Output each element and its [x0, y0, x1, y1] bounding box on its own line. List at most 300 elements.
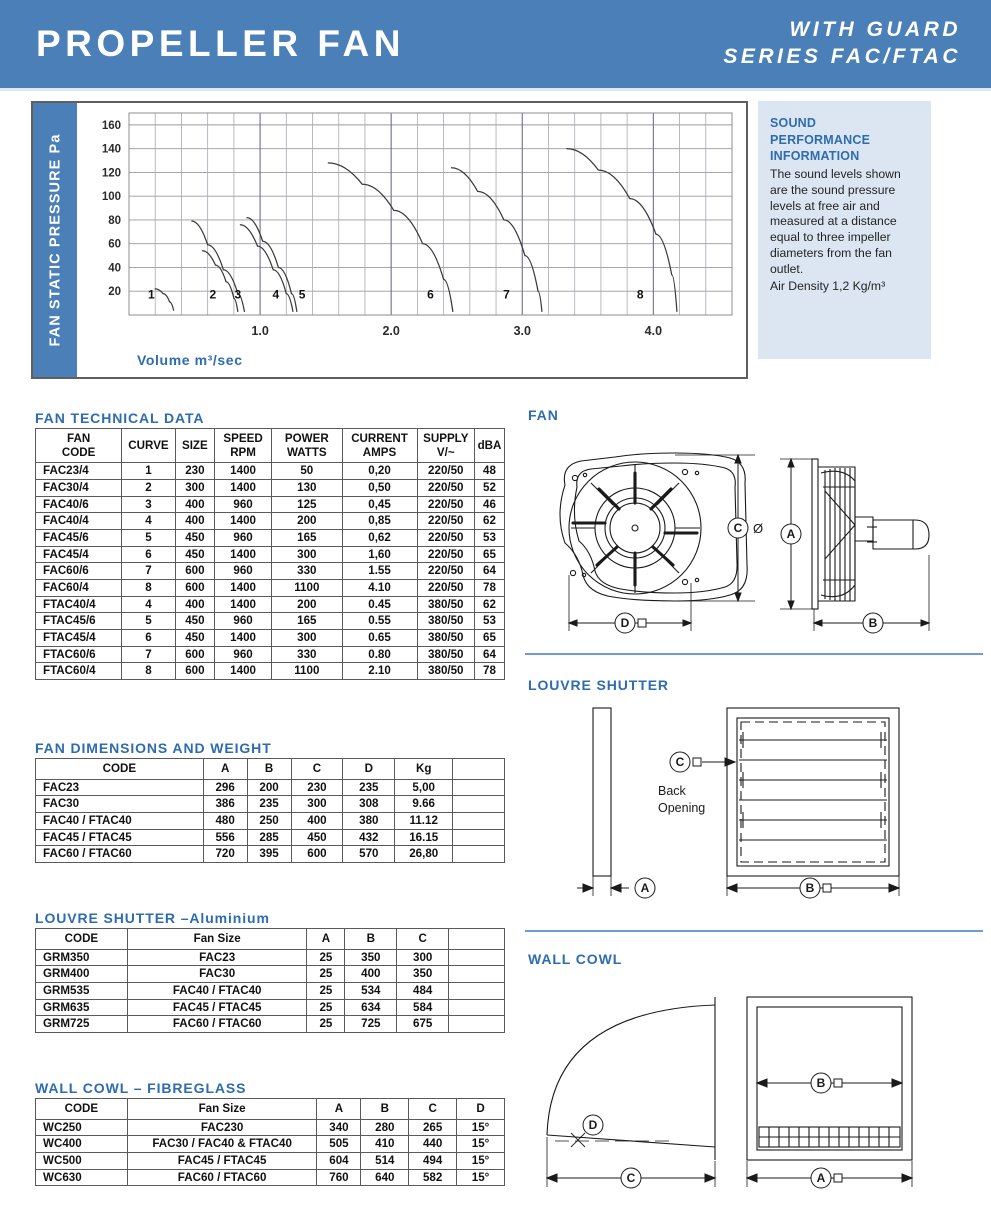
fan-dim-d-label: D — [620, 616, 630, 630]
table-cell: 52 — [475, 480, 505, 497]
table-cell — [453, 813, 505, 830]
table-cell: 25 — [307, 1016, 345, 1033]
table-cell — [449, 983, 505, 1000]
chart-svg — [77, 103, 746, 377]
louvre-opening-label: Opening — [658, 801, 706, 815]
table-cell: 125 — [272, 496, 342, 513]
table-cell: 340 — [317, 1119, 361, 1136]
column-header: B — [247, 759, 291, 780]
table-cell: GRM400 — [36, 966, 128, 983]
table-cell: FAC60 / FTAC60 — [127, 1169, 317, 1186]
table-cell: 760 — [317, 1169, 361, 1186]
chart-y-axis-label-band — [33, 103, 77, 377]
table-header-row — [36, 759, 505, 780]
table-cell: 556 — [203, 829, 247, 846]
column-header: SUPPLY V/~ — [417, 429, 474, 463]
table-cell: 5 — [122, 530, 175, 547]
table-cell: WC400 — [36, 1136, 128, 1153]
table-cell: 130 — [272, 480, 342, 497]
table-cell: 450 — [175, 630, 214, 647]
table-cell: 300 — [397, 949, 449, 966]
table-cell: 400 — [175, 496, 214, 513]
table-cell: FAC230 — [127, 1119, 317, 1136]
table-row — [36, 1153, 505, 1170]
table-cell: 200 — [272, 596, 342, 613]
table-row — [36, 829, 505, 846]
table-cell: 16.15 — [395, 829, 453, 846]
table-cell: 634 — [345, 999, 397, 1016]
table-cell: 440 — [409, 1136, 457, 1153]
table-cell: 25 — [307, 949, 345, 966]
column-header: CURRENT AMPS — [342, 429, 417, 463]
table-cell: 1400 — [215, 480, 272, 497]
chart-plot-area — [77, 103, 746, 377]
table-cell: FAC45/4 — [36, 546, 122, 563]
page-title: PROPELLER FAN — [36, 23, 405, 64]
table-cell: 400 — [175, 596, 214, 613]
table-cell: WC250 — [36, 1119, 128, 1136]
louvre-shutter-table — [35, 928, 505, 1033]
table-cell: 235 — [247, 796, 291, 813]
louvre-dim-a-label: A — [640, 881, 650, 895]
table-cell: 25 — [307, 999, 345, 1016]
table-cell: 15° — [457, 1136, 505, 1153]
table-cell: 0,45 — [342, 496, 417, 513]
fan-diagram — [525, 425, 985, 645]
column-header: SIZE — [175, 429, 214, 463]
chart-curve-label-1: 1 — [147, 287, 155, 302]
louvre-shutter-diagram — [525, 700, 985, 900]
table-cell: 64 — [475, 646, 505, 663]
table-cell: 380/50 — [417, 596, 474, 613]
table-cell: FAC60/6 — [36, 563, 122, 580]
table-cell: FAC45/6 — [36, 530, 122, 547]
table-cell: 4.10 — [342, 580, 417, 597]
table-cell: 2 — [122, 480, 175, 497]
table-cell: FAC40 / FTAC40 — [127, 983, 307, 1000]
table-cell: 6 — [122, 630, 175, 647]
table-cell: GRM725 — [36, 1016, 128, 1033]
chart-y-tick-label: 20 — [108, 286, 121, 299]
table-cell: 1100 — [272, 663, 342, 680]
table-row — [36, 496, 505, 513]
table-cell: 300 — [291, 796, 343, 813]
table-cell: 380/50 — [417, 663, 474, 680]
chart-curve-label-8: 8 — [636, 287, 644, 302]
cowl-dim-b-label: B — [816, 1076, 826, 1090]
column-header: Fan Size — [127, 1099, 317, 1120]
table-cell: 0.80 — [342, 646, 417, 663]
table-cell: 265 — [409, 1119, 457, 1136]
table-cell — [453, 829, 505, 846]
chart-x-tick-label: 4.0 — [644, 324, 663, 338]
table-cell — [453, 846, 505, 863]
fan-dimensions-title: FAN DIMENSIONS AND WEIGHT — [35, 740, 272, 756]
column-header: D — [343, 759, 395, 780]
table-cell: 8 — [122, 663, 175, 680]
table-cell: 480 — [203, 813, 247, 830]
table-cell: 220/50 — [417, 513, 474, 530]
table-cell: 600 — [175, 646, 214, 663]
table-cell: 600 — [175, 663, 214, 680]
table-cell: 220/50 — [417, 496, 474, 513]
table-cell: 15° — [457, 1169, 505, 1186]
chart-curve-label-2: 2 — [209, 287, 217, 302]
table-row — [36, 1169, 505, 1186]
table-row — [36, 630, 505, 647]
sound-heading — [770, 115, 921, 165]
column-header: CODE — [36, 759, 204, 780]
louvre-shutter-title: LOUVRE SHUTTER –Aluminium — [35, 910, 270, 926]
table-cell: 0,20 — [342, 463, 417, 480]
table-cell: FTAC45/6 — [36, 613, 122, 630]
table-row — [36, 949, 505, 966]
table-cell: 604 — [317, 1153, 361, 1170]
column-header: D — [457, 1099, 505, 1120]
table-cell: 0,62 — [342, 530, 417, 547]
header-underline — [0, 88, 991, 91]
table-cell: 230 — [175, 463, 214, 480]
table-cell: FAC23 — [127, 949, 307, 966]
chart-curve-label-7: 7 — [503, 287, 510, 302]
table-cell: 0,85 — [342, 513, 417, 530]
table-cell: 450 — [175, 613, 214, 630]
table-cell: FTAC60/4 — [36, 663, 122, 680]
fan-dim-b-label: B — [868, 616, 878, 630]
table-cell: FAC23 — [36, 779, 204, 796]
table-cell: FAC30 — [36, 796, 204, 813]
cowl-dim-a-label: A — [816, 1171, 826, 1185]
divider-louvre-cowl — [525, 930, 983, 932]
table-cell: FTAC40/4 — [36, 596, 122, 613]
table-header-row — [36, 1099, 505, 1120]
table-cell: 350 — [397, 966, 449, 983]
table-cell: 220/50 — [417, 546, 474, 563]
table-cell: 380/50 — [417, 646, 474, 663]
table-row — [36, 983, 505, 1000]
table-row — [36, 796, 505, 813]
table-cell: WC630 — [36, 1169, 128, 1186]
table-cell: 395 — [247, 846, 291, 863]
table-cell: 4 — [122, 596, 175, 613]
table-row — [36, 999, 505, 1016]
table-cell: 308 — [343, 796, 395, 813]
header-subtitle-series: SERIES FAC/FTAC — [723, 45, 961, 68]
sound-heading-line1: SOUND — [770, 116, 817, 130]
table-header-row — [36, 929, 505, 950]
chart-x-tick-label: 2.0 — [382, 324, 400, 338]
table-cell: 380/50 — [417, 630, 474, 647]
chart-y-tick-label: 120 — [101, 167, 121, 180]
sound-heading-line2: PERFORMANCE — [770, 132, 871, 147]
table-row — [36, 813, 505, 830]
column-header: Kg — [395, 759, 453, 780]
table-cell: 6 — [122, 546, 175, 563]
table-cell: 570 — [343, 846, 395, 863]
table-cell: 53 — [475, 530, 505, 547]
chart-x-axis-label: Volume m³/sec — [137, 352, 243, 368]
table-cell: GRM635 — [36, 999, 128, 1016]
table-cell: FAC40/6 — [36, 496, 122, 513]
column-header: C — [409, 1099, 457, 1120]
chart-curve-label-4: 4 — [272, 287, 280, 302]
chart-y-tick-label: 80 — [108, 214, 121, 227]
table-cell: 350 — [345, 949, 397, 966]
table-row — [36, 596, 505, 613]
table-cell: FTAC45/4 — [36, 630, 122, 647]
table-cell: 720 — [203, 846, 247, 863]
table-cell: FAC60/4 — [36, 580, 122, 597]
table-cell: 235 — [343, 779, 395, 796]
table-row — [36, 580, 505, 597]
column-header: Fan Size — [127, 929, 307, 950]
column-header: SPEED RPM — [215, 429, 272, 463]
table-cell: FAC30 / FAC40 & FTAC40 — [127, 1136, 317, 1153]
fan-diagram-title: FAN — [528, 407, 559, 423]
table-cell: 64 — [475, 563, 505, 580]
chart-plot-border — [129, 113, 732, 315]
table-cell: 280 — [361, 1119, 409, 1136]
table-cell: 960 — [215, 496, 272, 513]
table-cell: 0.55 — [342, 613, 417, 630]
column-header: A — [317, 1099, 361, 1120]
table-cell — [453, 779, 505, 796]
table-cell: 296 — [203, 779, 247, 796]
table-cell: 1 — [122, 463, 175, 480]
table-cell: 220/50 — [417, 580, 474, 597]
table-cell: 11.12 — [395, 813, 453, 830]
column-header: A — [307, 929, 345, 950]
table-cell: 4 — [122, 513, 175, 530]
table-cell: 675 — [397, 1016, 449, 1033]
chart-y-tick-label: 60 — [108, 238, 121, 251]
table-cell: 725 — [345, 1016, 397, 1033]
table-cell: 640 — [361, 1169, 409, 1186]
table-cell: 960 — [215, 646, 272, 663]
table-cell: 200 — [272, 513, 342, 530]
table-cell: 1400 — [215, 630, 272, 647]
column-header: C — [397, 929, 449, 950]
table-cell — [449, 966, 505, 983]
column-header: CODE — [36, 1099, 128, 1120]
table-cell: 15° — [457, 1153, 505, 1170]
table-cell: 285 — [247, 829, 291, 846]
table-row — [36, 663, 505, 680]
column-header: POWER WATTS — [272, 429, 342, 463]
column-header: B — [361, 1099, 409, 1120]
table-cell: FAC40/4 — [36, 513, 122, 530]
table-cell: 1400 — [215, 663, 272, 680]
fan-dim-c-label: C — [733, 521, 743, 535]
chart-curve-6 — [328, 163, 453, 312]
performance-chart-panel — [31, 101, 748, 379]
table-cell: GRM350 — [36, 949, 128, 966]
page-header — [0, 0, 991, 88]
table-cell: 600 — [291, 846, 343, 863]
table-row — [36, 779, 505, 796]
table-cell: 1.55 — [342, 563, 417, 580]
table-cell: 48 — [475, 463, 505, 480]
table-cell — [449, 949, 505, 966]
table-cell: 46 — [475, 496, 505, 513]
table-cell: FTAC60/6 — [36, 646, 122, 663]
table-cell: 7 — [122, 563, 175, 580]
table-cell: FAC60 / FTAC60 — [127, 1016, 307, 1033]
fan-dimensions-table — [35, 758, 505, 863]
table-cell: 514 — [361, 1153, 409, 1170]
column-header: C — [291, 759, 343, 780]
table-cell: 1400 — [215, 580, 272, 597]
table-cell: 26,80 — [395, 846, 453, 863]
table-cell: 380 — [343, 813, 395, 830]
louvre-dim-c-label: C — [675, 755, 685, 769]
table-cell: FAC30 — [127, 966, 307, 983]
table-cell: 330 — [272, 646, 342, 663]
column-header: A — [203, 759, 247, 780]
table-cell: 400 — [345, 966, 397, 983]
table-row — [36, 546, 505, 563]
chart-x-tick-label: 3.0 — [513, 324, 531, 338]
table-cell: 534 — [345, 983, 397, 1000]
table-row — [36, 530, 505, 547]
table-cell: 53 — [475, 613, 505, 630]
table-cell: 450 — [291, 829, 343, 846]
divider-fan-louvre — [525, 653, 983, 655]
chart-curve-4 — [240, 225, 293, 312]
cowl-dim-c-label: C — [626, 1171, 636, 1185]
table-cell — [449, 999, 505, 1016]
sound-performance-box — [758, 101, 931, 359]
wall-cowl-table — [35, 1098, 505, 1186]
table-row — [36, 846, 505, 863]
table-cell: 1400 — [215, 463, 272, 480]
table-cell: 600 — [175, 580, 214, 597]
chart-x-tick-label: 1.0 — [251, 324, 269, 338]
table-cell: 8 — [122, 580, 175, 597]
table-cell: 505 — [317, 1136, 361, 1153]
table-cell: 65 — [475, 630, 505, 647]
table-cell: WC500 — [36, 1153, 128, 1170]
table-cell: 78 — [475, 580, 505, 597]
table-cell: 400 — [175, 513, 214, 530]
table-cell: 300 — [175, 480, 214, 497]
table-row — [36, 513, 505, 530]
table-row — [36, 1016, 505, 1033]
table-cell: 960 — [215, 563, 272, 580]
table-cell: 5,00 — [395, 779, 453, 796]
table-cell: 410 — [361, 1136, 409, 1153]
table-cell: 450 — [175, 530, 214, 547]
chart-y-tick-label: 100 — [101, 191, 121, 204]
column-header: B — [345, 929, 397, 950]
table-cell: 0.65 — [342, 630, 417, 647]
table-cell: 25 — [307, 983, 345, 1000]
table-row — [36, 563, 505, 580]
column-header: dBA — [475, 429, 505, 463]
table-cell: 300 — [272, 546, 342, 563]
table-cell: 7 — [122, 646, 175, 663]
table-cell: 1100 — [272, 580, 342, 597]
table-cell: 25 — [307, 966, 345, 983]
fan-dim-c-diameter-symbol: Ø — [753, 521, 764, 536]
table-cell: 220/50 — [417, 563, 474, 580]
wall-cowl-diagram-title: WALL COWL — [528, 951, 623, 967]
table-cell: FAC60 / FTAC60 — [36, 846, 204, 863]
table-cell — [453, 796, 505, 813]
table-cell: 1400 — [215, 546, 272, 563]
table-cell: 0,50 — [342, 480, 417, 497]
table-cell: 165 — [272, 613, 342, 630]
table-cell: 1400 — [215, 596, 272, 613]
table-row — [36, 1136, 505, 1153]
chart-curve-label-5: 5 — [298, 287, 306, 302]
table-cell: 3 — [122, 496, 175, 513]
sound-air-density: Air Density 1,2 Kg/m³ — [770, 278, 886, 293]
table-cell: 220/50 — [417, 530, 474, 547]
louvre-back-label: Back — [658, 784, 686, 798]
table-row — [36, 1119, 505, 1136]
table-row — [36, 613, 505, 630]
table-cell: 582 — [409, 1169, 457, 1186]
column-header: FAN CODE — [36, 429, 122, 463]
table-cell: 484 — [397, 983, 449, 1000]
table-cell: 432 — [343, 829, 395, 846]
column-header: CURVE — [122, 429, 175, 463]
table-cell: FAC45 / FTAC45 — [36, 829, 204, 846]
table-cell: 300 — [272, 630, 342, 647]
table-cell — [449, 1016, 505, 1033]
table-cell: FAC45 / FTAC45 — [127, 1153, 317, 1170]
table-cell: 1,60 — [342, 546, 417, 563]
table-row — [36, 966, 505, 983]
wall-cowl-title: WALL COWL – FIBREGLASS — [35, 1080, 247, 1096]
table-cell: 62 — [475, 596, 505, 613]
table-cell: 0.45 — [342, 596, 417, 613]
column-header — [449, 929, 505, 950]
chart-y-tick-label: 140 — [101, 143, 121, 156]
wall-cowl-diagram — [525, 975, 985, 1205]
header-subtitle-guard: WITH GUARD — [789, 18, 961, 42]
sound-body-text: The sound levels shown are the sound pressure levels at free air and measured at a distance equal to three impeller diameters from the fan outlet. — [770, 166, 901, 277]
table-cell: FAC23/4 — [36, 463, 122, 480]
table-cell: 220/50 — [417, 463, 474, 480]
table-cell: 330 — [272, 563, 342, 580]
table-cell: 1400 — [215, 513, 272, 530]
chart-curve-1 — [155, 289, 173, 310]
column-header — [453, 759, 505, 780]
table-cell: GRM535 — [36, 983, 128, 1000]
chart-curve-7 — [452, 168, 542, 312]
table-cell: 62 — [475, 513, 505, 530]
chart-curve-8 — [567, 149, 677, 312]
table-cell: 960 — [215, 613, 272, 630]
table-cell: 9.66 — [395, 796, 453, 813]
fan-technical-data-table — [35, 428, 505, 680]
table-cell: 584 — [397, 999, 449, 1016]
table-cell: FAC30/4 — [36, 480, 122, 497]
table-cell: 5 — [122, 613, 175, 630]
table-cell: 200 — [247, 779, 291, 796]
table-cell: 600 — [175, 563, 214, 580]
table-cell: 960 — [215, 530, 272, 547]
table-cell: FAC40 / FTAC40 — [36, 813, 204, 830]
table-cell: 2.10 — [342, 663, 417, 680]
table-cell: 400 — [291, 813, 343, 830]
table-cell: 230 — [291, 779, 343, 796]
table-cell: 494 — [409, 1153, 457, 1170]
table-cell: 380/50 — [417, 613, 474, 630]
table-cell: 386 — [203, 796, 247, 813]
